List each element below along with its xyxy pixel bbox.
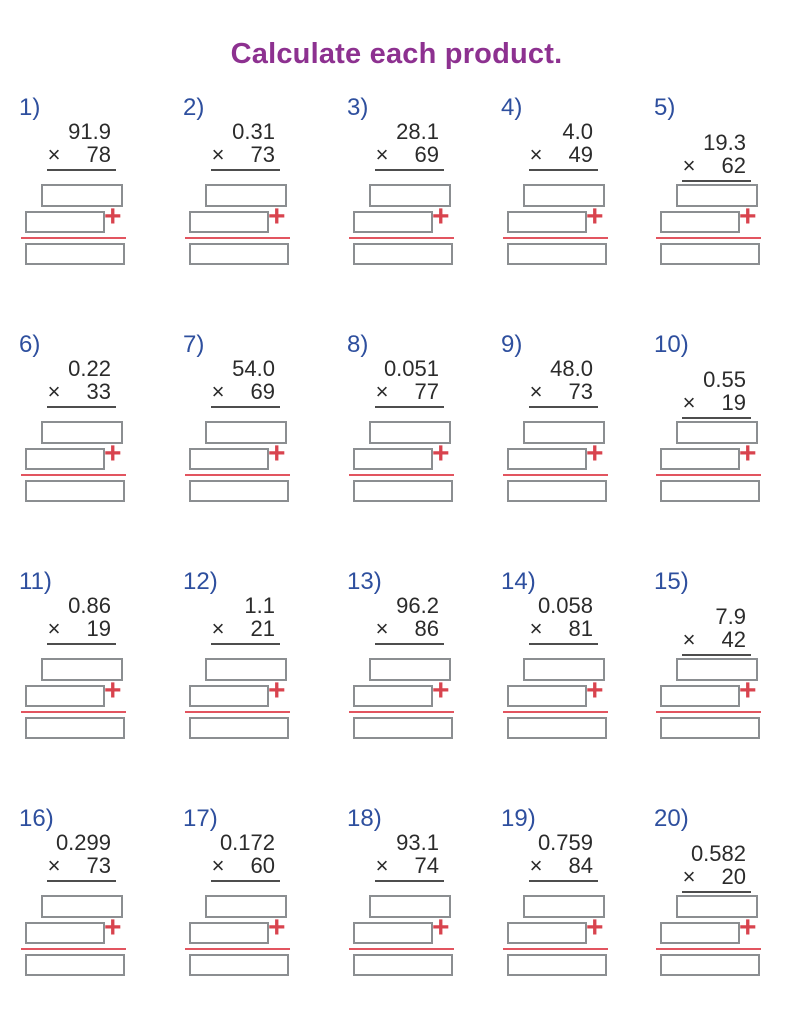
plus-sign: + [268,437,286,470]
multiplicand: 0.058 [537,593,593,618]
partial-product-2-box[interactable] [507,211,587,233]
multiply-sign: × [211,379,225,404]
multiply-line [211,880,280,882]
multiplication-stack [346,831,444,882]
problem [500,333,653,502]
partial-product-2-box[interactable] [189,448,269,470]
problem [182,333,346,502]
multiplicand: 0.55 [703,367,746,392]
final-answer-box[interactable] [507,954,607,976]
partial-product-2-box[interactable] [25,922,105,944]
multiply-line [375,643,444,645]
problem-number: 9) [501,331,523,358]
sum-line [349,474,454,476]
final-answer-box[interactable] [507,717,607,739]
final-answer-box[interactable] [660,243,760,265]
plus-sign: + [268,200,286,233]
multiplicand: 0.299 [55,830,111,855]
multiply-line [375,880,444,882]
multiplicand: 28.1 [396,119,439,144]
plus-sign: + [268,674,286,707]
multiplication-stack [653,605,751,656]
multiply-sign: × [529,379,543,404]
sum-line [185,474,290,476]
multiplicand: 0.759 [537,830,593,855]
multiplication-stack [18,357,116,408]
plus-sign: + [739,674,757,707]
multiplier: 73 [250,142,275,167]
multiplicand: 1.1 [244,593,275,618]
multiply-line [211,406,280,408]
multiplier: 78 [86,142,111,167]
problem-number: 18) [347,805,382,832]
multiply-line [375,406,444,408]
final-answer-box[interactable] [189,243,289,265]
sum-line [185,237,290,239]
partial-product-2-box[interactable] [507,685,587,707]
multiplication-stack [500,831,598,882]
multiply-line [529,406,598,408]
multiply-line [375,169,444,171]
multiplicand: 0.31 [232,119,275,144]
multiply-sign: × [375,853,389,878]
problem [346,570,500,739]
sum-line [503,711,608,713]
multiplier: 69 [414,142,439,167]
final-answer-box[interactable] [660,480,760,502]
sum-line [503,237,608,239]
sum-line [656,948,761,950]
problem-number: 4) [501,94,523,121]
problem [18,96,182,265]
multiplier: 42 [721,627,746,652]
multiplication-stack [500,594,598,645]
multiplication-stack [346,594,444,645]
problem [346,333,500,502]
sum-line [185,711,290,713]
multiplier: 73 [86,853,111,878]
final-answer-box[interactable] [189,717,289,739]
partial-product-2-box[interactable] [660,448,740,470]
partial-product-2-box[interactable] [660,685,740,707]
multiply-sign: × [682,153,696,178]
plus-sign: + [586,200,604,233]
problem [18,570,182,739]
multiply-line [529,169,598,171]
multiplication-stack [346,357,444,408]
sum-line [21,474,126,476]
problem [500,807,653,976]
partial-product-2-box[interactable] [353,448,433,470]
multiplier: 20 [721,864,746,889]
multiplication-stack [500,120,598,171]
multiplier: 81 [568,616,593,641]
problem [182,96,346,265]
problem-number: 12) [183,568,218,595]
problem [182,570,346,739]
multiply-line [682,417,751,419]
multiplication-stack [18,120,116,171]
multiply-sign: × [47,853,61,878]
multiplicand: 4.0 [562,119,593,144]
sum-line [656,237,761,239]
multiply-sign: × [211,616,225,641]
sum-line [21,237,126,239]
multiplicand: 93.1 [396,830,439,855]
multiplicand: 0.172 [219,830,275,855]
plus-sign: + [268,911,286,944]
problem [653,570,779,739]
multiply-line [211,169,280,171]
problem [653,807,779,976]
partial-product-2-box[interactable] [189,922,269,944]
partial-product-2-box[interactable] [660,211,740,233]
multiplicand: 0.582 [690,841,746,866]
partial-product-2-box[interactable] [189,685,269,707]
partial-product-2-box[interactable] [353,922,433,944]
problem [346,96,500,265]
multiplication-stack [182,594,280,645]
multiplication-stack [18,594,116,645]
multiplier: 73 [568,379,593,404]
sum-line [656,474,761,476]
problem-number: 5) [654,94,676,121]
sum-line [21,711,126,713]
sum-line [349,711,454,713]
sum-line [349,948,454,950]
sum-line [503,474,608,476]
page-title: Calculate each product. [230,38,563,70]
problem-number: 3) [347,94,369,121]
multiplicand: 48.0 [550,356,593,381]
multiplication-stack [653,131,751,182]
multiplication-stack [653,842,751,893]
plus-sign: + [586,911,604,944]
multiply-sign: × [211,853,225,878]
partial-product-2-box[interactable] [507,922,587,944]
final-answer-box[interactable] [353,717,453,739]
multiply-sign: × [47,616,61,641]
problem [500,96,653,265]
problem-number: 13) [347,568,382,595]
sum-line [656,711,761,713]
multiply-sign: × [375,142,389,167]
multiply-line [682,891,751,893]
partial-product-2-box[interactable] [25,685,105,707]
multiplier: 19 [86,616,111,641]
multiplicand: 0.051 [383,356,439,381]
multiply-sign: × [375,616,389,641]
multiply-sign: × [529,142,543,167]
problem-number: 6) [19,331,41,358]
final-answer-box[interactable] [660,717,760,739]
partial-product-2-box[interactable] [189,211,269,233]
problem [182,807,346,976]
multiplication-stack [500,357,598,408]
problem [653,333,779,502]
multiplication-stack [182,120,280,171]
final-answer-box[interactable] [25,243,125,265]
problem-number: 11) [19,568,52,595]
multiplier: 86 [414,616,439,641]
plus-sign: + [586,437,604,470]
problem-number: 16) [19,805,54,832]
multiplier: 19 [721,390,746,415]
plus-sign: + [104,200,122,233]
sum-line [349,237,454,239]
sum-line [185,948,290,950]
multiplier: 60 [250,853,275,878]
plus-sign: + [739,911,757,944]
multiplication-stack [653,368,751,419]
plus-sign: + [432,674,450,707]
multiplier: 84 [568,853,593,878]
final-answer-box[interactable] [25,480,125,502]
plus-sign: + [739,437,757,470]
plus-sign: + [586,674,604,707]
plus-sign: + [104,911,122,944]
sum-line [503,948,608,950]
plus-sign: + [104,674,122,707]
final-answer-box[interactable] [507,480,607,502]
problem [346,807,500,976]
partial-product-2-box[interactable] [507,448,587,470]
multiplication-stack [346,120,444,171]
problem-number: 17) [183,805,218,832]
partial-product-2-box[interactable] [353,211,433,233]
final-answer-box[interactable] [353,480,453,502]
plus-sign: + [432,200,450,233]
multiply-sign: × [682,390,696,415]
multiplier: 69 [250,379,275,404]
partial-product-2-box[interactable] [25,448,105,470]
final-answer-box[interactable] [25,954,125,976]
multiplicand: 0.22 [68,356,111,381]
problem-number: 8) [347,331,369,358]
multiply-line [47,880,116,882]
plus-sign: + [104,437,122,470]
plus-sign: + [432,911,450,944]
plus-sign: + [739,200,757,233]
plus-sign: + [432,437,450,470]
multiply-sign: × [529,616,543,641]
multiplicand: 19.3 [703,130,746,155]
multiplier: 33 [86,379,111,404]
multiplicand: 54.0 [232,356,275,381]
multiply-line [529,880,598,882]
problems-grid [18,96,779,976]
multiply-line [47,643,116,645]
problem-number: 1) [19,94,41,121]
multiplier: 49 [568,142,593,167]
multiply-sign: × [375,379,389,404]
multiply-sign: × [682,627,696,652]
final-answer-box[interactable] [353,243,453,265]
problem-number: 15) [654,568,689,595]
problem [500,570,653,739]
partial-product-2-box[interactable] [660,922,740,944]
multiply-sign: × [211,142,225,167]
sum-line [21,948,126,950]
final-answer-box[interactable] [660,954,760,976]
problem-number: 19) [501,805,536,832]
multiply-sign: × [682,864,696,889]
final-answer-box[interactable] [25,717,125,739]
multiplicand: 91.9 [68,119,111,144]
problem [18,807,182,976]
multiplication-stack [182,831,280,882]
multiplier: 74 [414,853,439,878]
multiply-sign: × [47,142,61,167]
partial-product-2-box[interactable] [25,211,105,233]
multiply-line [47,406,116,408]
partial-product-2-box[interactable] [353,685,433,707]
problem-number: 7) [183,331,205,358]
problem-number: 2) [183,94,205,121]
problem-number: 10) [654,331,689,358]
multiplicand: 0.86 [68,593,111,618]
problem [18,333,182,502]
multiply-line [529,643,598,645]
multiplicand: 96.2 [396,593,439,618]
multiply-line [682,654,751,656]
final-answer-box[interactable] [353,954,453,976]
multiplication-stack [18,831,116,882]
multiplier: 21 [250,616,275,641]
multiplier: 77 [414,379,439,404]
multiplication-stack [182,357,280,408]
final-answer-box[interactable] [189,954,289,976]
problem-number: 20) [654,805,689,832]
problem-number: 14) [501,568,536,595]
multiplicand: 7.9 [715,604,746,629]
problem [653,96,779,265]
final-answer-box[interactable] [189,480,289,502]
multiply-sign: × [47,379,61,404]
multiply-line [682,180,751,182]
multiply-line [47,169,116,171]
multiplier: 62 [721,153,746,178]
multiply-sign: × [529,853,543,878]
multiply-line [211,643,280,645]
final-answer-box[interactable] [507,243,607,265]
